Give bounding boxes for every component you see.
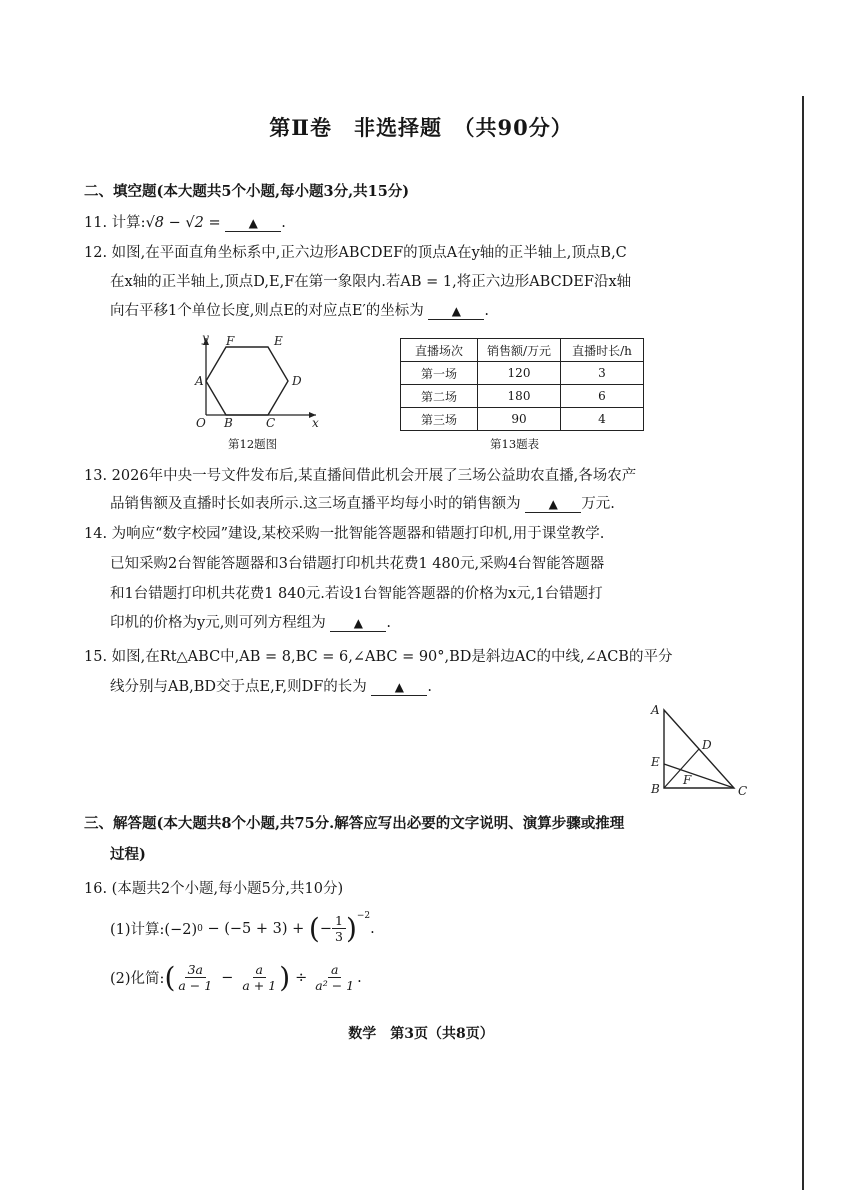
- q14-answer-blank: [330, 616, 386, 632]
- q16-p2-prefix: (2)化简:: [110, 971, 165, 987]
- table-cell: 第二场: [401, 385, 478, 408]
- table-cell: 120: [478, 362, 561, 385]
- fraction-numerator: 3a: [185, 962, 206, 978]
- q13-line-2: [110, 492, 615, 513]
- label-d: D: [292, 374, 302, 388]
- q16-p2-fraction-1: [175, 962, 215, 993]
- fraction-numerator: 1: [332, 913, 346, 929]
- q16-part-1: [110, 913, 375, 944]
- section-3-heading-line-2: 过程): [110, 846, 146, 863]
- right-paren: ): [345, 911, 357, 945]
- q11-period: .: [281, 215, 286, 231]
- q16-p1-zero-exponent: 0: [197, 923, 203, 934]
- label-e: E: [651, 755, 660, 769]
- label-o: O: [196, 416, 206, 430]
- q12-line-2: 在x轴的正半轴上,顶点D,E,F在第一象限内.若AB = 1,将正六边形ABCDEF沿x轴: [110, 274, 632, 290]
- label-f: F: [226, 334, 235, 348]
- table-cell: 4: [561, 408, 644, 431]
- left-paren: (: [164, 960, 176, 994]
- q12-line-3: [110, 299, 489, 320]
- q12-period: .: [484, 303, 490, 319]
- table-row: [401, 362, 644, 385]
- table-13: [400, 338, 644, 431]
- q16-p1-fraction: [332, 913, 346, 944]
- q16-p1-period: .: [370, 920, 375, 937]
- fraction-denominator: 3: [334, 929, 343, 944]
- table-cell: 3: [561, 362, 644, 385]
- label-b: B: [224, 416, 233, 430]
- table-cell: 90: [478, 408, 561, 431]
- q16-p2-divide: ÷: [295, 969, 308, 986]
- q16-p1-prefix: (1)计算:(−2): [110, 922, 198, 938]
- fraction-denominator: a² − 1: [315, 978, 355, 993]
- label-a: A: [651, 703, 660, 717]
- label-c: C: [738, 784, 748, 798]
- q15-line-2-text: 线分别与AB,BD交于点E,F,则DF的长为: [110, 679, 367, 695]
- q14-line-4: [110, 611, 391, 632]
- left-paren: (: [308, 911, 320, 945]
- table-cell: 180: [478, 385, 561, 408]
- table-header-cell: 直播时长/h: [561, 339, 644, 362]
- q16-part-2: [110, 962, 362, 993]
- table-header-row: [401, 339, 644, 362]
- q13-line-2-text: 品销售额及直播时长如表所示.这三场直播平均每小时的销售额为: [110, 496, 521, 512]
- q16-p2-period: .: [357, 969, 362, 986]
- table-row: [401, 385, 644, 408]
- table-cell: 第三场: [401, 408, 478, 431]
- page-title: 第Ⅱ卷 非选择题 （共90分）: [269, 115, 573, 140]
- table-row: [401, 408, 644, 431]
- q15-answer-blank: [371, 680, 427, 696]
- label-b: B: [651, 782, 660, 796]
- page-footer: 数学 第3页（共8页）: [348, 1026, 494, 1042]
- q14-line-4-text: 印机的价格为y元,则可列方程组为: [110, 615, 326, 631]
- label-f: F: [683, 773, 692, 787]
- fraction-numerator: a: [253, 962, 266, 978]
- q16-p1-middle: − (−5 + 3) +: [202, 920, 309, 937]
- q13-answer-blank: [525, 497, 581, 513]
- q12-answer-blank: [428, 304, 484, 320]
- hexagon-abcdef: [206, 347, 288, 415]
- label-e: E: [274, 334, 283, 348]
- fraction-denominator: a − 1: [178, 978, 213, 993]
- q14-line-3: 和1台错题打印机共花费1 840元.若设1台智能答题器的价格为x元,1台错题打: [110, 586, 603, 602]
- label-c: C: [266, 416, 276, 430]
- q15-line-1: 15. 如图,在Rt△ABC中,AB = 8,BC = 6,∠ABC = 90°,BD是斜边AC的中线,∠ACB的平分: [84, 649, 673, 665]
- label-d: D: [702, 738, 712, 752]
- label-y: y: [202, 331, 209, 345]
- q12-line-1: 12. 如图,在平面直角坐标系中,正六边形ABCDEF的顶点A在y轴的正半轴上,顶点B,C: [84, 245, 627, 261]
- label-x: x: [312, 416, 319, 430]
- blank-triangle-icon: ▲: [548, 497, 558, 511]
- right-paren: ): [279, 960, 291, 994]
- label-a: A: [195, 374, 204, 388]
- section-3-heading-line-1: 三、解答题(本大题共8个小题,共75分.解答应写出必要的文字说明、演算步骤或推理: [84, 815, 625, 832]
- q15-period: .: [427, 679, 433, 695]
- figure-12-hexagon: [188, 330, 328, 430]
- q16-p2-fraction-3: [312, 962, 357, 993]
- table-header-cell: 销售额/万元: [478, 339, 561, 362]
- q16-p1-minus: −: [319, 920, 332, 937]
- q11-expression: √8 − √2 =: [145, 215, 221, 231]
- blank-triangle-icon: ▲: [451, 304, 462, 318]
- table-cell: 第一场: [401, 362, 478, 385]
- table-13-caption: 第13题表: [490, 437, 540, 451]
- q14-line-1: 14. 为响应“数字校园”建设,某校采购一批智能答题器和错题打印机,用于课堂教学.: [84, 526, 605, 542]
- q16-p1-exponent: −2: [356, 911, 371, 921]
- q16-heading: 16. (本题共2个小题,每小题5分,共10分): [84, 881, 344, 897]
- q14-line-2: 已知采购2台智能答题器和3台错题打印机共花费1 480元,采购4台智能答题器: [110, 556, 605, 572]
- fraction-denominator: a + 1: [242, 978, 277, 993]
- blank-triangle-icon: ▲: [353, 616, 364, 630]
- figure-15-triangle: [648, 700, 760, 802]
- q11-answer-blank: [225, 216, 281, 232]
- fraction-numerator: a: [328, 962, 341, 978]
- q12-line-3-text: 向右平移1个单位长度,则点E的对应点E′的坐标为: [110, 303, 424, 319]
- q13-line-1: 13. 2026年中央一号文件发布后,某直播间借此机会开展了三场公益助农直播,各场农产: [84, 468, 637, 484]
- median-bd: [664, 749, 699, 788]
- q16-p2-minus: −: [221, 969, 234, 986]
- section-2-heading: 二、填空题(本大题共5个小题,每小题3分,共15分): [84, 183, 410, 200]
- blank-triangle-icon: ▲: [248, 216, 258, 230]
- figure-12-caption: 第12题图: [228, 437, 278, 451]
- q15-line-2: [110, 675, 432, 696]
- q16-p2-fraction-2: [239, 962, 279, 993]
- blank-triangle-icon: ▲: [394, 680, 405, 694]
- table-header-cell: 直播场次: [401, 339, 478, 362]
- q13-unit: 万元.: [581, 496, 615, 512]
- q14-period: .: [386, 615, 392, 631]
- q11-prefix: 11. 计算:: [84, 215, 146, 231]
- table-cell: 6: [561, 385, 644, 408]
- question-11: [84, 211, 286, 232]
